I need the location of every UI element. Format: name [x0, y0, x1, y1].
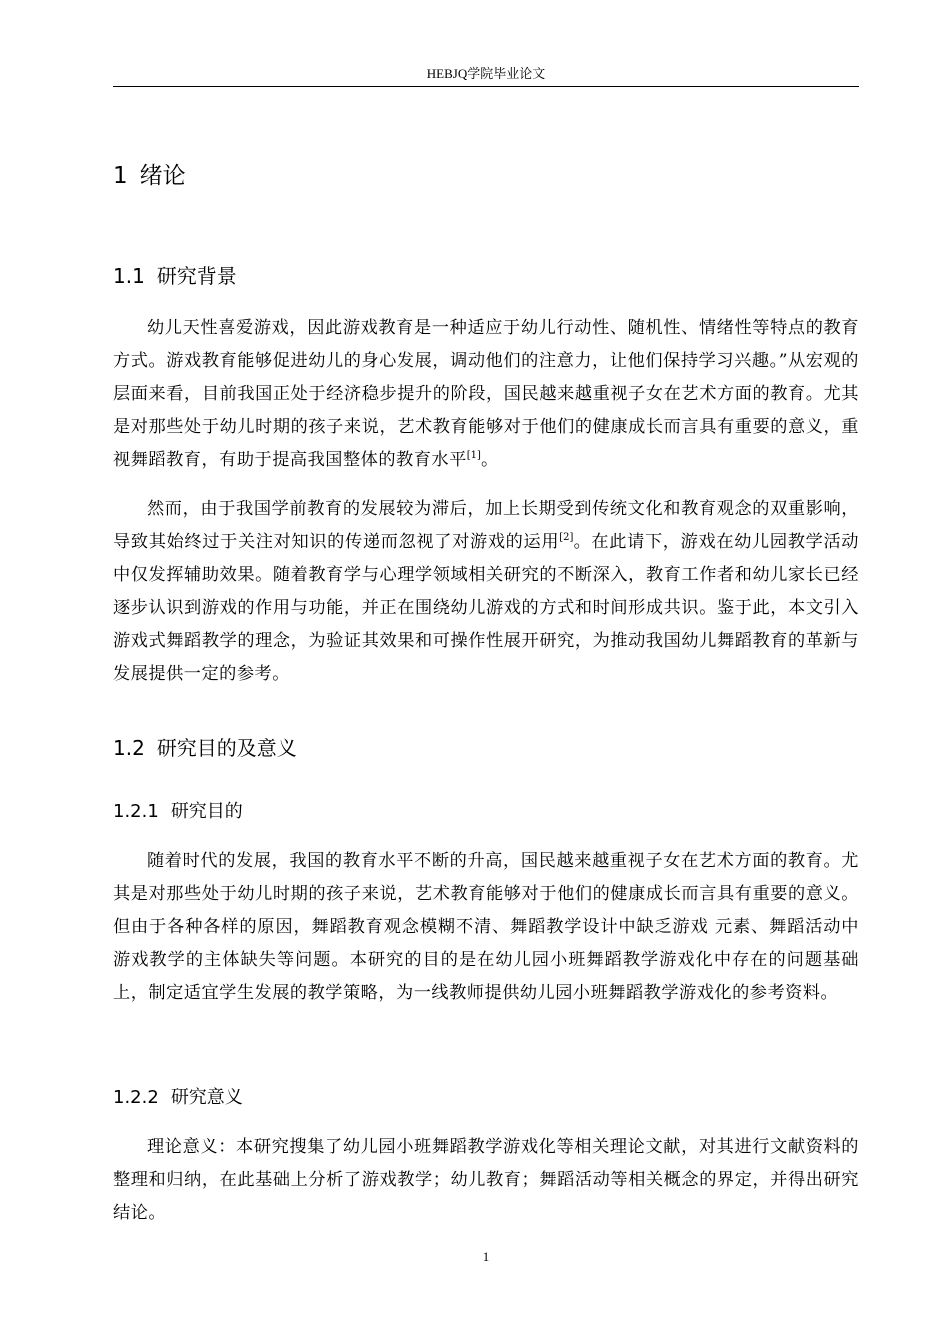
section-title: 研究背景	[156, 264, 237, 288]
subsection-title: 研究目的	[170, 801, 243, 822]
paragraph-text: 随着时代的发展，我国的教育水平不断的升高，国民越来越重视子女在艺术方面的教育。尤其是对那些处于幼儿时期的孩子来说，艺术教育能够对于他们的健康成长而言具有重要的意义。但由于各种各样的原因，舞蹈教育观念模糊不清、舞蹈教学设计中缺乏游戏 元素、舞蹈活动中游戏教学的主体缺失等问题。本研究的目的是在幼儿园小班舞蹈教学游戏化中存在的问题基础上，制定适宜学生发展的教学策略，为一线教师提供幼儿园小班舞蹈教学游戏化的参考资料。	[113, 851, 859, 1003]
page-number: 1	[482, 1249, 490, 1264]
section-number: 1.1	[113, 264, 145, 288]
paragraph-background-1	[113, 312, 859, 477]
chapter-title: 绪论	[139, 163, 186, 189]
paragraph-tail: 。	[480, 450, 499, 470]
citation-marker: [2]	[559, 532, 574, 543]
chapter-number: 1	[113, 163, 128, 189]
section-number: 1.2	[113, 736, 145, 760]
paragraph-text: 理论意义：本研究搜集了幼儿园小班舞蹈教学游戏化等相关理论文献，对其进行文献资料的整理和归纳，在此基础上分析了游戏教学；幼儿教育；舞蹈活动等相关概念的界定，并得出研究结论。	[113, 1137, 859, 1223]
paragraph-significance	[113, 1131, 859, 1230]
chapter-heading	[113, 161, 859, 191]
paragraph-tail: 。在此请下，游戏在幼儿园教学活动中仅发挥辅助效果。随着教育学与心理学领域相关研究的不断深入，教育工作者和幼儿家长已经逐步认识到游戏的作用与功能，并正在围绕幼儿游戏的方式和时间形成共识。鉴于此，本文引入游戏式舞蹈教学的理念，为验证其效果和可操作性展开研究，为推动我国幼儿舞蹈教育的革新与发展提供一定的参考。	[113, 532, 859, 684]
header-rule	[113, 86, 859, 87]
citation-marker: [1]	[466, 450, 481, 461]
subsection-heading-1-2-1	[113, 799, 859, 825]
subsection-number: 1.2.1	[113, 801, 159, 822]
section-heading-1-2	[113, 734, 859, 762]
section-title: 研究目的及意义	[156, 736, 297, 760]
paragraph-text: 幼儿天性喜爱游戏，因此游戏教育是一种适应于幼儿行动性、随机性、情绪性等特点的教育方式。游戏教育能够促进幼儿的身心发展，调动他们的注意力，让他们保持学习兴趣。”从宏观的层面来看，目前我国正处于经济稳步提升的阶段，国民越来越重视子女在艺术方面的教育。尤其是对那些处于幼儿时期的孩子来说，艺术教育能够对于他们的健康成长而言具有重要的意义，重视舞蹈教育，有助于提高我国整体的教育水平	[113, 318, 859, 470]
paragraph-text: 然而，由于我国学前教育的发展较为滞后，加上长期受到传统文化和教育观念的双重影响，导致其始终过于关注对知识的传递而忽视了对游戏的运用	[113, 499, 859, 552]
running-header: HEBJQ学院毕业论文	[426, 66, 546, 81]
section-heading-1-1	[113, 262, 859, 290]
subsection-number: 1.2.2	[113, 1087, 159, 1108]
subsection-title: 研究意义	[170, 1087, 243, 1108]
paragraph-purpose	[113, 845, 859, 1010]
subsection-heading-1-2-2	[113, 1085, 859, 1111]
paragraph-background-2	[113, 493, 859, 691]
